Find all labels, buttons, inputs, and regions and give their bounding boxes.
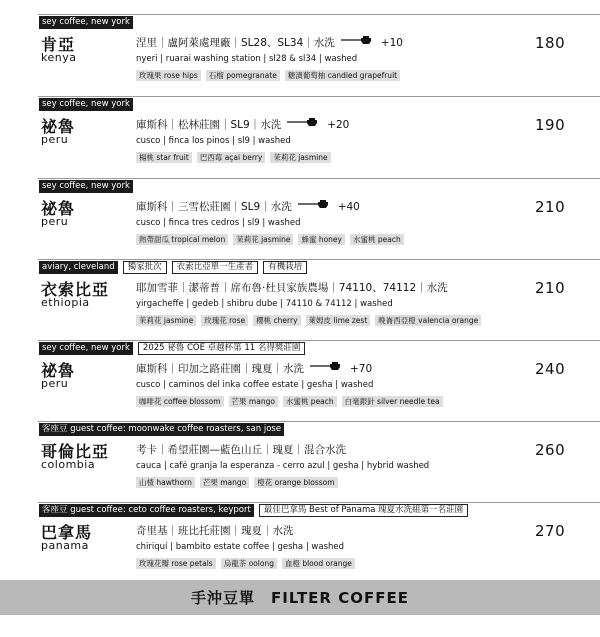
origin-name-en: peru xyxy=(41,133,69,146)
tasting-note: 熱帶甜瓜 tropical melon xyxy=(136,234,228,245)
menu-entry xyxy=(0,502,600,582)
tasting-note: 萊姆皮 lime zest xyxy=(306,315,371,326)
tasting-notes xyxy=(136,558,355,569)
detail-en-text: cusco | finca los pinos | sl9 | washed xyxy=(136,136,291,146)
detail-zh-row xyxy=(136,35,403,50)
tasting-note: 晚崙西亞橙 valencia orange xyxy=(375,315,481,326)
entry-header xyxy=(39,15,133,29)
detail-en-text: cauca | café granja la esperanza - cerro azul | gesha | hybrid washed xyxy=(136,461,430,471)
feature-tag: 獨家批次 xyxy=(123,261,167,274)
upcharge-value: +70 xyxy=(350,362,373,375)
detail-en-text: cusco | finca tres cedros | sl9 | washed xyxy=(136,218,301,228)
tasting-notes xyxy=(136,70,400,81)
roaster-label: sey coffee, new york xyxy=(39,98,133,111)
roaster-label: 客座豆 guest coffee: ceto coffee roasters, keyport xyxy=(39,504,254,517)
portafilter-icon xyxy=(285,118,327,131)
tasting-note: 玫瑰花瓣 rose petals xyxy=(136,558,216,569)
detail-zh-row xyxy=(136,361,372,376)
origin-name-zh: 哥倫比亞 xyxy=(41,442,110,461)
menu-entry xyxy=(0,421,600,501)
tasting-note: 楊桃 star fruit xyxy=(136,152,192,163)
detail-zh-text: 涅里｜盧阿萊處理廠｜SL28、SL34｜水洗 xyxy=(136,37,335,49)
detail-zh-text: 奇里基｜班比托莊園｜瑰夏｜水洗 xyxy=(136,525,294,537)
entry-header xyxy=(39,179,133,193)
entry-header xyxy=(39,422,284,436)
espresso-upcharge xyxy=(296,200,360,213)
tasting-notes xyxy=(136,396,443,407)
roaster-label: sey coffee, new york xyxy=(39,16,133,29)
tasting-notes xyxy=(136,315,481,326)
detail-en-text: cusco | caminos del inka coffee estate | gesha | washed xyxy=(136,380,374,390)
entry-header xyxy=(39,260,307,274)
espresso-upcharge xyxy=(308,362,372,375)
upcharge-value: +10 xyxy=(380,36,403,49)
tasting-note: 石榴 pomegranate xyxy=(206,70,280,81)
origin-name-en: kenya xyxy=(41,51,77,64)
tasting-note: 血橙 blood orange xyxy=(282,558,355,569)
menu-entry xyxy=(0,14,600,94)
tasting-note: 玫瑰花 rose xyxy=(201,315,248,326)
feature-tag: 2025 祕魯 COE 卓越杯第 11 名得獎莊園 xyxy=(138,342,305,355)
tasting-note: 茉莉花 jasmine xyxy=(233,234,293,245)
detail-zh-row xyxy=(136,117,349,132)
roaster-label: sey coffee, new york xyxy=(39,342,133,355)
tasting-note: 櫻桃 cherry xyxy=(253,315,300,326)
origin-name-zh: 祕魯 xyxy=(41,199,76,218)
tasting-note: 白毫銀針 silver needle tea xyxy=(342,396,443,407)
price: 210 xyxy=(535,198,566,216)
price: 260 xyxy=(535,441,566,459)
origin-name-zh: 巴拿馬 xyxy=(41,523,93,542)
origin-name-zh: 祕魯 xyxy=(41,117,76,136)
entry-header xyxy=(39,97,133,111)
footer-bar xyxy=(0,580,600,615)
tasting-note: 糖漬葡萄柚 candied grapefruit xyxy=(285,70,400,81)
tasting-note: 茉莉花 jasmine xyxy=(270,152,330,163)
upcharge-value: +20 xyxy=(327,118,350,131)
menu-entry xyxy=(0,259,600,339)
portafilter-icon xyxy=(339,36,381,49)
price: 180 xyxy=(535,34,566,52)
espresso-upcharge xyxy=(285,118,349,131)
detail-zh-text: 考卡｜希望莊園—藍色山丘｜瑰夏｜混合水洗 xyxy=(136,444,346,456)
origin-name-zh: 肯亞 xyxy=(41,35,76,54)
detail-zh-row xyxy=(136,199,360,214)
detail-zh-text: 耶加雪菲｜潔蒂普｜席布魯·杜貝家族農場｜74110、74112｜水洗 xyxy=(136,282,448,294)
menu-entry xyxy=(0,178,600,258)
menu-entry xyxy=(0,340,600,420)
tasting-note: 茉莉花 jasmine xyxy=(136,315,196,326)
origin-name-zh: 衣索比亞 xyxy=(41,280,110,299)
detail-zh-row xyxy=(136,442,346,457)
tasting-notes xyxy=(136,477,338,488)
portafilter-icon xyxy=(296,200,338,213)
tasting-note: 巴西莓 açai berry xyxy=(197,152,266,163)
tasting-note: 芒果 mango xyxy=(229,396,278,407)
tasting-note: 山楂 hawthorn xyxy=(136,477,195,488)
tasting-notes xyxy=(136,234,404,245)
detail-zh-text: 庫斯科｜印加之路莊園｜瑰夏｜水洗 xyxy=(136,363,304,375)
origin-name-zh: 祕魯 xyxy=(41,361,76,380)
tasting-note: 蜂蜜 honey xyxy=(298,234,345,245)
detail-zh-text: 庫斯科｜三雪松莊園｜SL9｜水洗 xyxy=(136,201,292,213)
detail-zh-row xyxy=(136,523,294,538)
detail-en-text: chiriquí | bambito estate coffee | gesha | washed xyxy=(136,542,345,552)
tasting-note: 橙花 orange blossom xyxy=(254,477,337,488)
portafilter-icon xyxy=(308,362,350,375)
menu-entry xyxy=(0,96,600,176)
feature-tag: 有機栽培 xyxy=(263,261,307,274)
price: 270 xyxy=(535,522,566,540)
origin-name-en: peru xyxy=(41,215,69,228)
espresso-upcharge xyxy=(339,36,403,49)
origin-name-en: colombia xyxy=(41,458,96,471)
roaster-label: sey coffee, new york xyxy=(39,180,133,193)
tasting-notes xyxy=(136,152,331,163)
feature-tag: 衣索比亞單一生產者 xyxy=(172,261,259,274)
detail-zh-row xyxy=(136,280,448,295)
feature-tag: 最佳巴拿馬 Best of Panama 瑰夏水洗組第一名莊園 xyxy=(259,504,468,517)
upcharge-value: +40 xyxy=(337,200,360,213)
tasting-note: 玫瑰果 rose hips xyxy=(136,70,201,81)
price: 210 xyxy=(535,279,566,297)
tasting-note: 芒果 mango xyxy=(200,477,249,488)
tasting-note: 咖啡花 coffee blossom xyxy=(136,396,224,407)
tasting-note: 水蜜桃 peach xyxy=(350,234,404,245)
detail-en-text: nyeri | ruarai washing station | sl28 & sl34 | washed xyxy=(136,54,358,64)
menu-title: 手沖豆單 FILTER COFFEE xyxy=(191,589,409,607)
origin-name-en: peru xyxy=(41,377,69,390)
roaster-label: 客座豆 guest coffee: moonwake coffee roasters, san jose xyxy=(39,423,284,436)
origin-name-en: ethiopia xyxy=(41,296,90,309)
tasting-note: 水蜜桃 peach xyxy=(283,396,337,407)
tasting-note: 烏龍茶 oolong xyxy=(221,558,277,569)
entry-header xyxy=(39,503,468,517)
detail-zh-text: 庫斯科｜松林莊園｜SL9｜水洗 xyxy=(136,119,282,131)
price: 240 xyxy=(535,360,566,378)
origin-name-en: panama xyxy=(41,539,89,552)
entry-header xyxy=(39,341,305,355)
detail-en-text: yirgacheffe | gedeb | shibru dube | 74110 & 74112 | washed xyxy=(136,299,393,309)
roaster-label: aviary, cleveland xyxy=(39,261,118,274)
price: 190 xyxy=(535,116,566,134)
